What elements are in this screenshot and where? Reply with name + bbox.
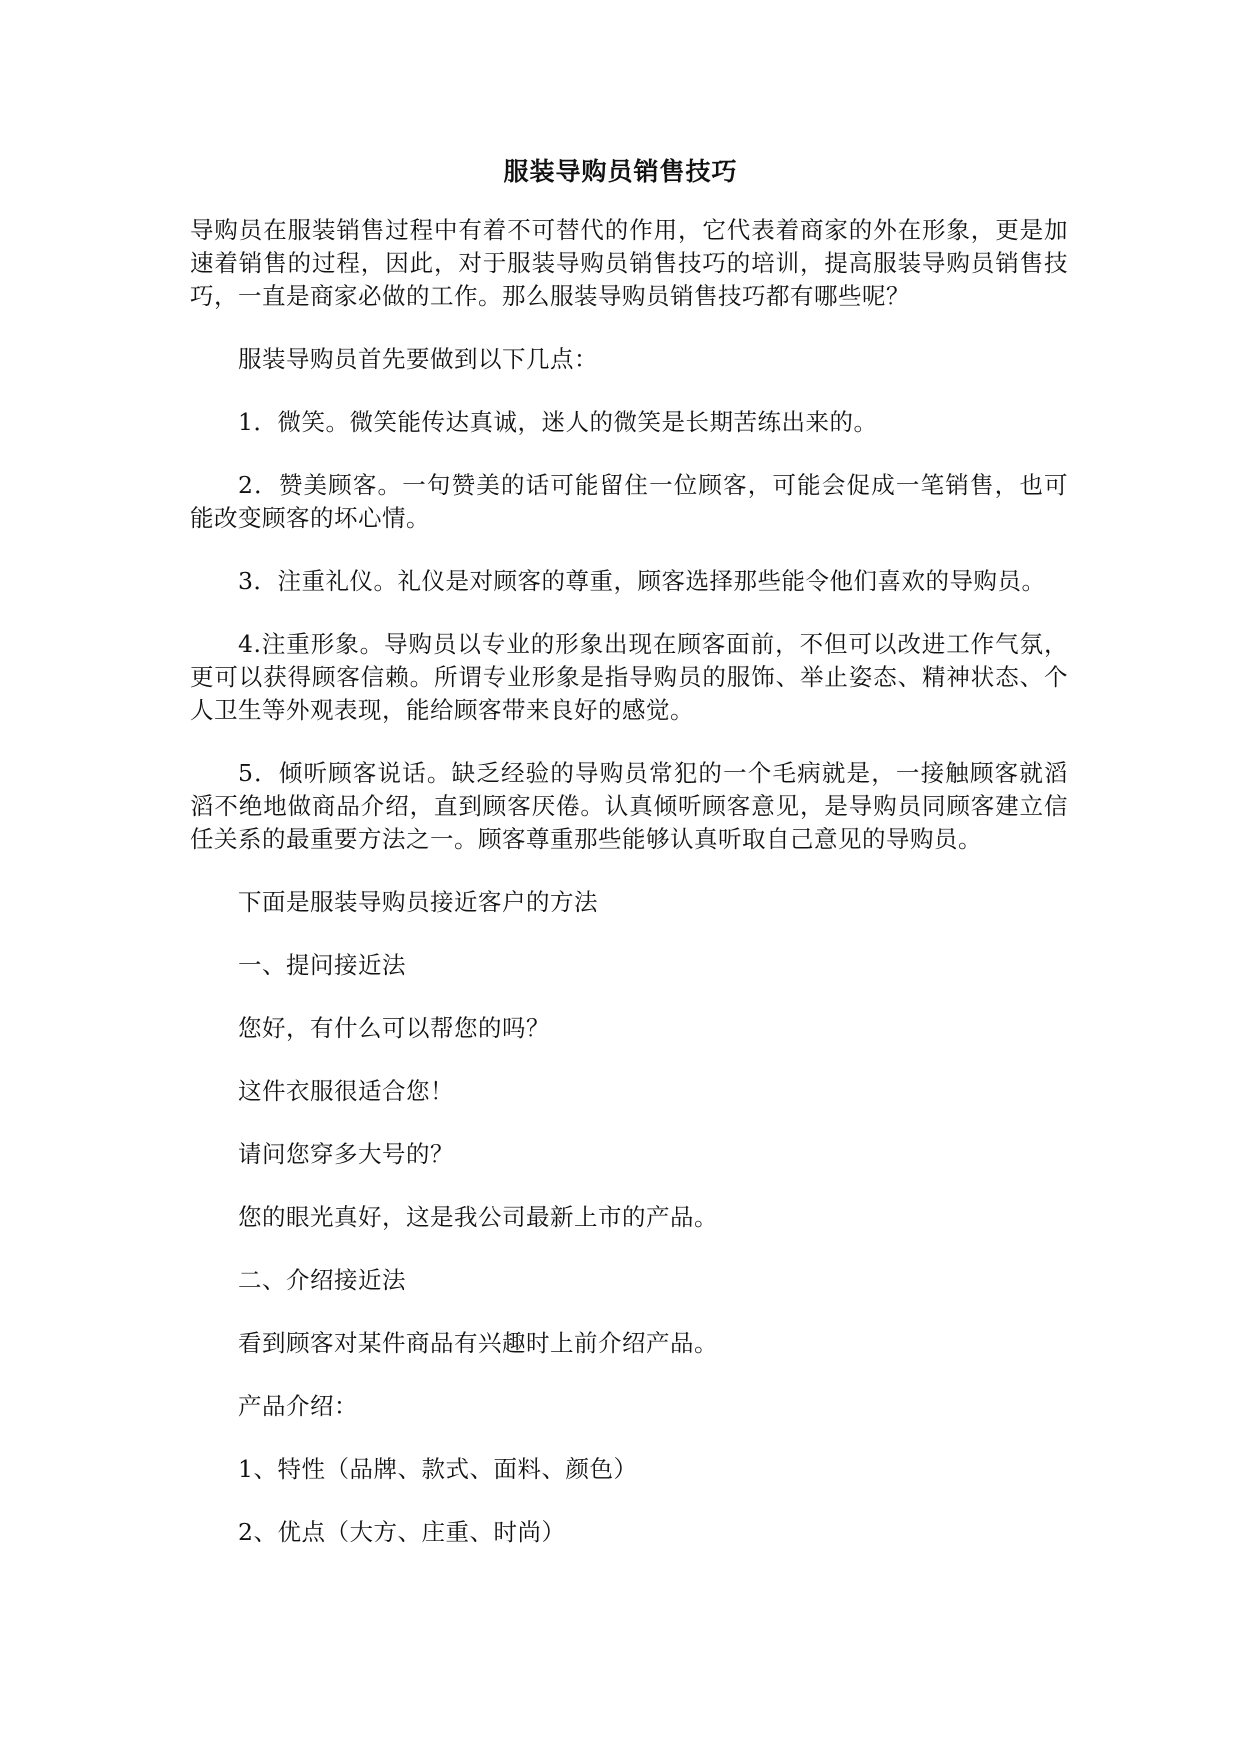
- approach-methods-heading: 下面是服装导购员接近客户的方法: [238, 888, 598, 916]
- point-1-smile: 1．微笑。微笑能传达真诚，迷人的微笑是长期苦练出来的。: [238, 408, 878, 436]
- method-2-heading: 二、介绍接近法: [238, 1266, 406, 1294]
- document-title: 服装导购员销售技巧: [503, 157, 738, 186]
- intro-paragraph: 导购员在服装销售过程中有着不可替代的作用，它代表着商家的外在形象，更是加速着销售的过程，因此，对于服装导购员销售技巧的培训，提高服装导购员销售技巧，一直是商家必做的工作。那么服装导购员销售技巧都有哪些呢？: [190, 216, 1068, 310]
- method-2-description: 看到顾客对某件商品有兴趣时上前介绍产品。: [238, 1329, 718, 1357]
- product-intro-heading: 产品介绍：: [238, 1392, 358, 1420]
- product-feature-1: 1、特性（品牌、款式、面料、颜色）: [238, 1455, 638, 1483]
- point-5-listen: 5．倾听顾客说话。缺乏经验的导购员常犯的一个毛病就是，一接触顾客就滔滔不绝地做商品介绍，直到顾客厌倦。认真倾听顾客意见，是导购员同顾客建立信任关系的最重要方法之一。顾客尊重那些能够认真听取自己意见的导购员。: [190, 759, 1068, 853]
- example-new-product: 您的眼光真好，这是我公司最新上市的产品。: [238, 1203, 718, 1231]
- example-compliment: 这件衣服很适合您！: [238, 1077, 454, 1105]
- point-4-image: 4.注重形象。导购员以专业的形象出现在顾客面前，不但可以改进工作气氛，更可以获得顾客信赖。所谓专业形象是指导购员的服饰、举止姿态、精神状态、个人卫生等外观表现，能给顾客带来良好的感觉。: [190, 630, 1068, 724]
- example-greeting: 您好，有什么可以帮您的吗？: [238, 1014, 550, 1042]
- example-size-question: 请问您穿多大号的？: [238, 1140, 454, 1168]
- document-body: [190, 214, 1068, 1579]
- product-feature-2: 2、优点（大方、庄重、时尚）: [238, 1518, 566, 1546]
- point-3-etiquette: 3．注重礼仪。礼仪是对顾客的尊重，顾客选择那些能令他们喜欢的导购员。: [238, 567, 1046, 595]
- method-1-heading: 一、提问接近法: [238, 951, 406, 979]
- point-2-praise: 2．赞美顾客。一句赞美的话可能留住一位顾客，可能会促成一笔销售，也可能改变顾客的坏心情。: [190, 471, 1068, 532]
- points-intro: 服装导购员首先要做到以下几点：: [238, 345, 598, 373]
